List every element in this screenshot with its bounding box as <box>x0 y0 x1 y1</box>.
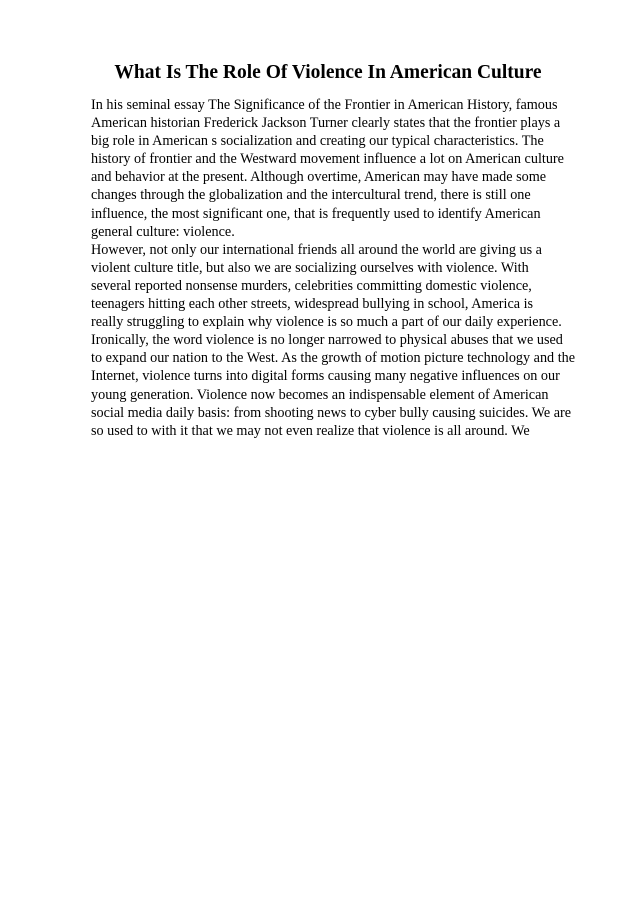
body-line: social media daily basis: from shooting news to cyber bully causing suicides. We are <box>91 404 572 421</box>
body-line: American historian Frederick Jackson Turner clearly states that the frontier plays a <box>91 115 561 132</box>
body-line: Ironically, the word violence is no longer narrowed to physical abuses that we used <box>91 332 563 349</box>
document-body <box>91 96 611 440</box>
body-line: violent culture title, but also we are socializing ourselves with violence. With <box>91 259 529 276</box>
body-line: influence, the most significant one, that is frequently used to identify American <box>91 205 541 222</box>
document-title: What Is The Role Of Violence In American Culture <box>114 62 542 83</box>
body-line: In his seminal essay The Significance of the Frontier in American History, famous <box>91 97 558 113</box>
body-line: teenagers hitting each other streets, widespread bullying in school, America is <box>91 296 534 313</box>
body-line: changes through the globalization and the intercultural trend, there is still one <box>91 187 531 204</box>
body-line: Internet, violence turns into digital forms causing many negative influences on our <box>91 368 560 385</box>
body-line: big role in American s socialization and creating our typical characteristics. The <box>91 133 544 150</box>
body-line: history of frontier and the Westward movement influence a lot on American culture <box>91 151 564 168</box>
body-line: young generation. Violence now becomes an indispensable element of American <box>91 386 549 403</box>
body-line: so used to with it that we may not even realize that violence is all around. We <box>91 422 530 439</box>
body-line: several reported nonsense murders, celebrities committing domestic violence, <box>91 277 532 294</box>
body-line: to expand our nation to the West. As the growth of motion picture technology and the <box>91 350 576 367</box>
body-line: really struggling to explain why violence is so much a part of our daily experience. <box>91 314 562 331</box>
body-line: However, not only our international friends all around the world are giving us a <box>91 241 542 258</box>
body-line: and behavior at the present. Although overtime, American may have made some <box>91 169 547 186</box>
body-line: general culture: violence. <box>91 223 235 240</box>
